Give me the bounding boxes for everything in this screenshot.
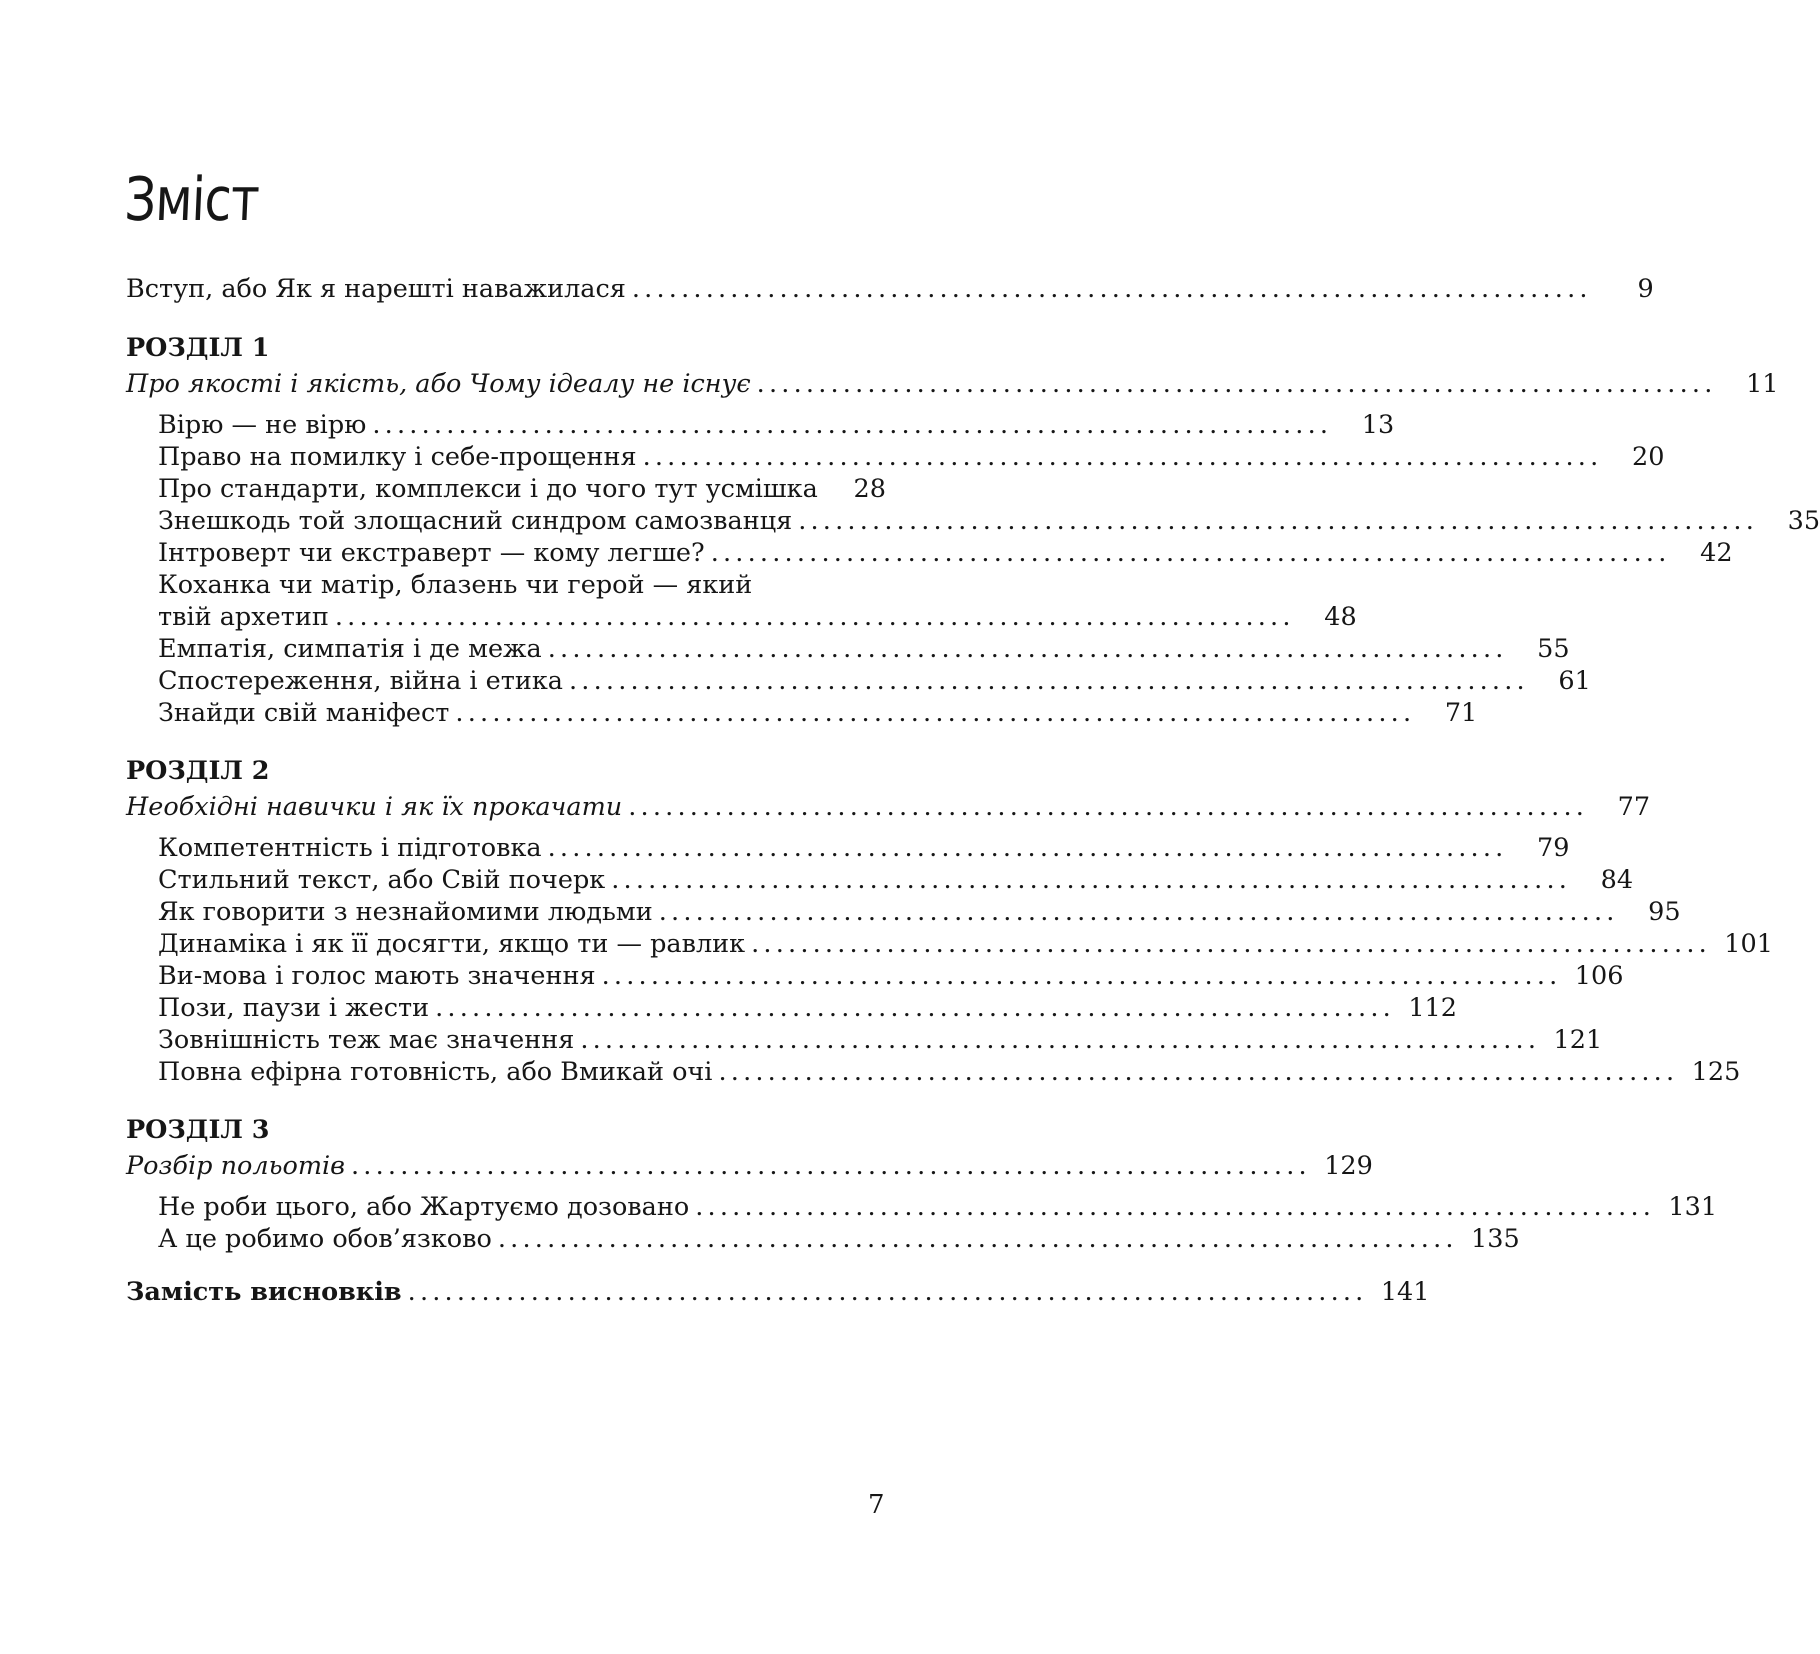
toc-entry	[158, 1025, 1603, 1056]
toc-entry-page: 13	[1361, 410, 1395, 440]
toc-entry-page: 112	[1408, 993, 1457, 1023]
dot-leader: ..............................................................................	[751, 929, 1711, 959]
toc-entry-title: Право на помилку і себе-прощення	[158, 442, 637, 472]
toc-entry-page: 131	[1668, 1192, 1718, 1222]
toc-entry	[158, 833, 1570, 864]
dot-leader: ..............................................................................	[497, 1224, 1458, 1254]
dot-leader: ..............................................................................	[628, 792, 1589, 822]
dot-leader: ..............................................................................	[718, 1057, 1679, 1087]
toc-entry	[158, 1192, 1718, 1223]
toc-entry-title: Емпатія, симпатія і де межа	[158, 634, 542, 664]
toc-entry	[158, 474, 886, 505]
toc-entry-page: 135	[1471, 1224, 1520, 1254]
toc-entry-title: Інтроверт чи екстраверт — кому легше?	[158, 538, 705, 568]
dot-leader: ..............................................................................	[756, 369, 1717, 399]
toc-entry-title: А це робимо обов’язково	[158, 1224, 492, 1254]
page-title: Зміст	[123, 165, 261, 235]
chapter-3-label: РОЗДІЛ 3	[126, 1115, 270, 1145]
dot-leader: ..............................................................................	[631, 274, 1592, 304]
dot-leader: ..............................................................................	[372, 410, 1333, 440]
toc-entry-title: твій архетип	[158, 602, 329, 632]
toc-entry-title: Компетентність і підготовка	[158, 833, 542, 863]
dot-leader: ..............................................................................	[695, 1192, 1656, 1222]
chapter-2-heading	[126, 792, 1651, 823]
toc-entry-title: Повна ефірна готовність, або Вмикай очі	[158, 1057, 713, 1087]
toc-entry-page: 42	[1700, 538, 1733, 568]
toc-entry	[158, 634, 1570, 665]
toc-entry	[158, 897, 1681, 928]
dot-leader: ..............................................................................	[351, 1151, 1311, 1181]
toc-entry-page: 48	[1324, 602, 1357, 632]
toc-entry-title: Спостереження, війна і етика	[158, 666, 563, 696]
toc-entry-page: 28	[853, 474, 886, 504]
toc-entry-page: 95	[1648, 897, 1681, 927]
toc-entry-title: Про якості і якість, або Чому ідеалу не існує	[126, 369, 751, 399]
toc-entry-page: 141	[1380, 1277, 1430, 1307]
chapter-3-heading	[126, 1151, 1373, 1182]
dot-leader: ..............................................................................	[580, 1025, 1541, 1055]
toc-entry	[158, 602, 1357, 633]
dot-leader: ..............................................................................	[710, 538, 1671, 568]
toc-entry-title: Необхідні навички і як їх прокачати	[126, 792, 623, 822]
toc-entry-title: Знайди свій маніфест	[158, 698, 450, 728]
toc-entry-title: Замість висновків	[126, 1277, 402, 1307]
dot-leader: ..............................................................................	[569, 666, 1529, 696]
toc-entry-title-line-1: Коханка чи матір, блазень чи герой — який	[158, 570, 753, 600]
toc-entry	[158, 666, 1591, 697]
toc-entry-page: 11	[1746, 369, 1779, 399]
toc-entry	[158, 993, 1457, 1024]
chapter-2-label: РОЗДІЛ 2	[126, 756, 270, 786]
toc-entry-page: 84	[1600, 865, 1634, 895]
toc-entry-title: Вірю — не вірю	[158, 410, 367, 440]
dot-leader: ..............................................................................	[642, 442, 1603, 472]
toc-entry-page: 9	[1637, 274, 1654, 304]
toc-entry-title: Стильний текст, або Свій почерк	[158, 865, 606, 895]
toc-entry-title: Розбір польотів	[126, 1151, 345, 1181]
dot-leader: ..............................................................................	[547, 833, 1508, 863]
dot-leader: ..............................................................................	[798, 506, 1759, 536]
toc-entry-page: 61	[1558, 666, 1591, 696]
toc-entry	[158, 1057, 1741, 1088]
toc-entry	[158, 538, 1733, 569]
toc-entry	[158, 698, 1478, 729]
dot-leader: ..............................................................................	[455, 698, 1416, 728]
dot-leader: ..............................................................................	[334, 602, 1295, 632]
toc-entry-page: 77	[1617, 792, 1651, 822]
toc-entry-page: 79	[1537, 833, 1570, 863]
toc-entry	[158, 506, 1820, 537]
toc-entry-title: Пози, паузи і жести	[158, 993, 430, 1023]
toc-entry-title: Зовнішність теж має значення	[158, 1025, 575, 1055]
toc-entry-page: 129	[1324, 1151, 1373, 1181]
toc-entry-title: Знешкодь той злощасний синдром самозванця	[158, 506, 793, 536]
toc-entry-conclusion	[126, 1277, 1430, 1308]
page-number: 7	[868, 1490, 885, 1520]
dot-leader: ..............................................................................	[547, 634, 1508, 664]
toc-entry-intro	[126, 274, 1654, 305]
toc-entry	[158, 961, 1624, 992]
toc-entry-page: 20	[1631, 442, 1665, 472]
dot-leader: ..............................................................................	[611, 865, 1572, 895]
toc-entry	[158, 929, 1773, 960]
toc-entry-title: Ви-мова і голос мають значення	[158, 961, 596, 991]
chapter-1-heading	[126, 369, 1779, 400]
toc-entry	[158, 410, 1395, 441]
toc-entry-page: 121	[1553, 1025, 1603, 1055]
dot-leader: ..............................................................................	[658, 897, 1619, 927]
toc-entry-title: Не роби цього, або Жартуємо дозовано	[158, 1192, 690, 1222]
toc-entry	[158, 1224, 1520, 1255]
dot-leader: ..............................................................................	[601, 961, 1562, 991]
dot-leader: ..............................................................................	[407, 1277, 1368, 1307]
toc-entry	[158, 442, 1665, 473]
toc-entry-page: 35	[1787, 506, 1820, 536]
chapter-1-label: РОЗДІЛ 1	[126, 333, 270, 363]
toc-entry-title: Як говорити з незнайомими людьми	[158, 897, 653, 927]
toc-entry-page: 106	[1574, 961, 1624, 991]
toc-entry-title: Динаміка і як її досягти, якщо ти — равлик	[158, 929, 746, 959]
toc-entry-page: 101	[1724, 929, 1773, 959]
toc-entry-title: Про стандарти, комплекси і до чого тут усмішка	[158, 474, 818, 504]
toc-entry	[158, 865, 1634, 896]
toc-entry-page: 125	[1691, 1057, 1741, 1087]
toc-entry-title: Вступ, або Як я нарешті наважилася	[126, 274, 626, 304]
dot-leader: ..............................................................................	[435, 993, 1395, 1023]
toc-entry-page: 71	[1444, 698, 1478, 728]
toc-entry-page: 55	[1537, 634, 1570, 664]
